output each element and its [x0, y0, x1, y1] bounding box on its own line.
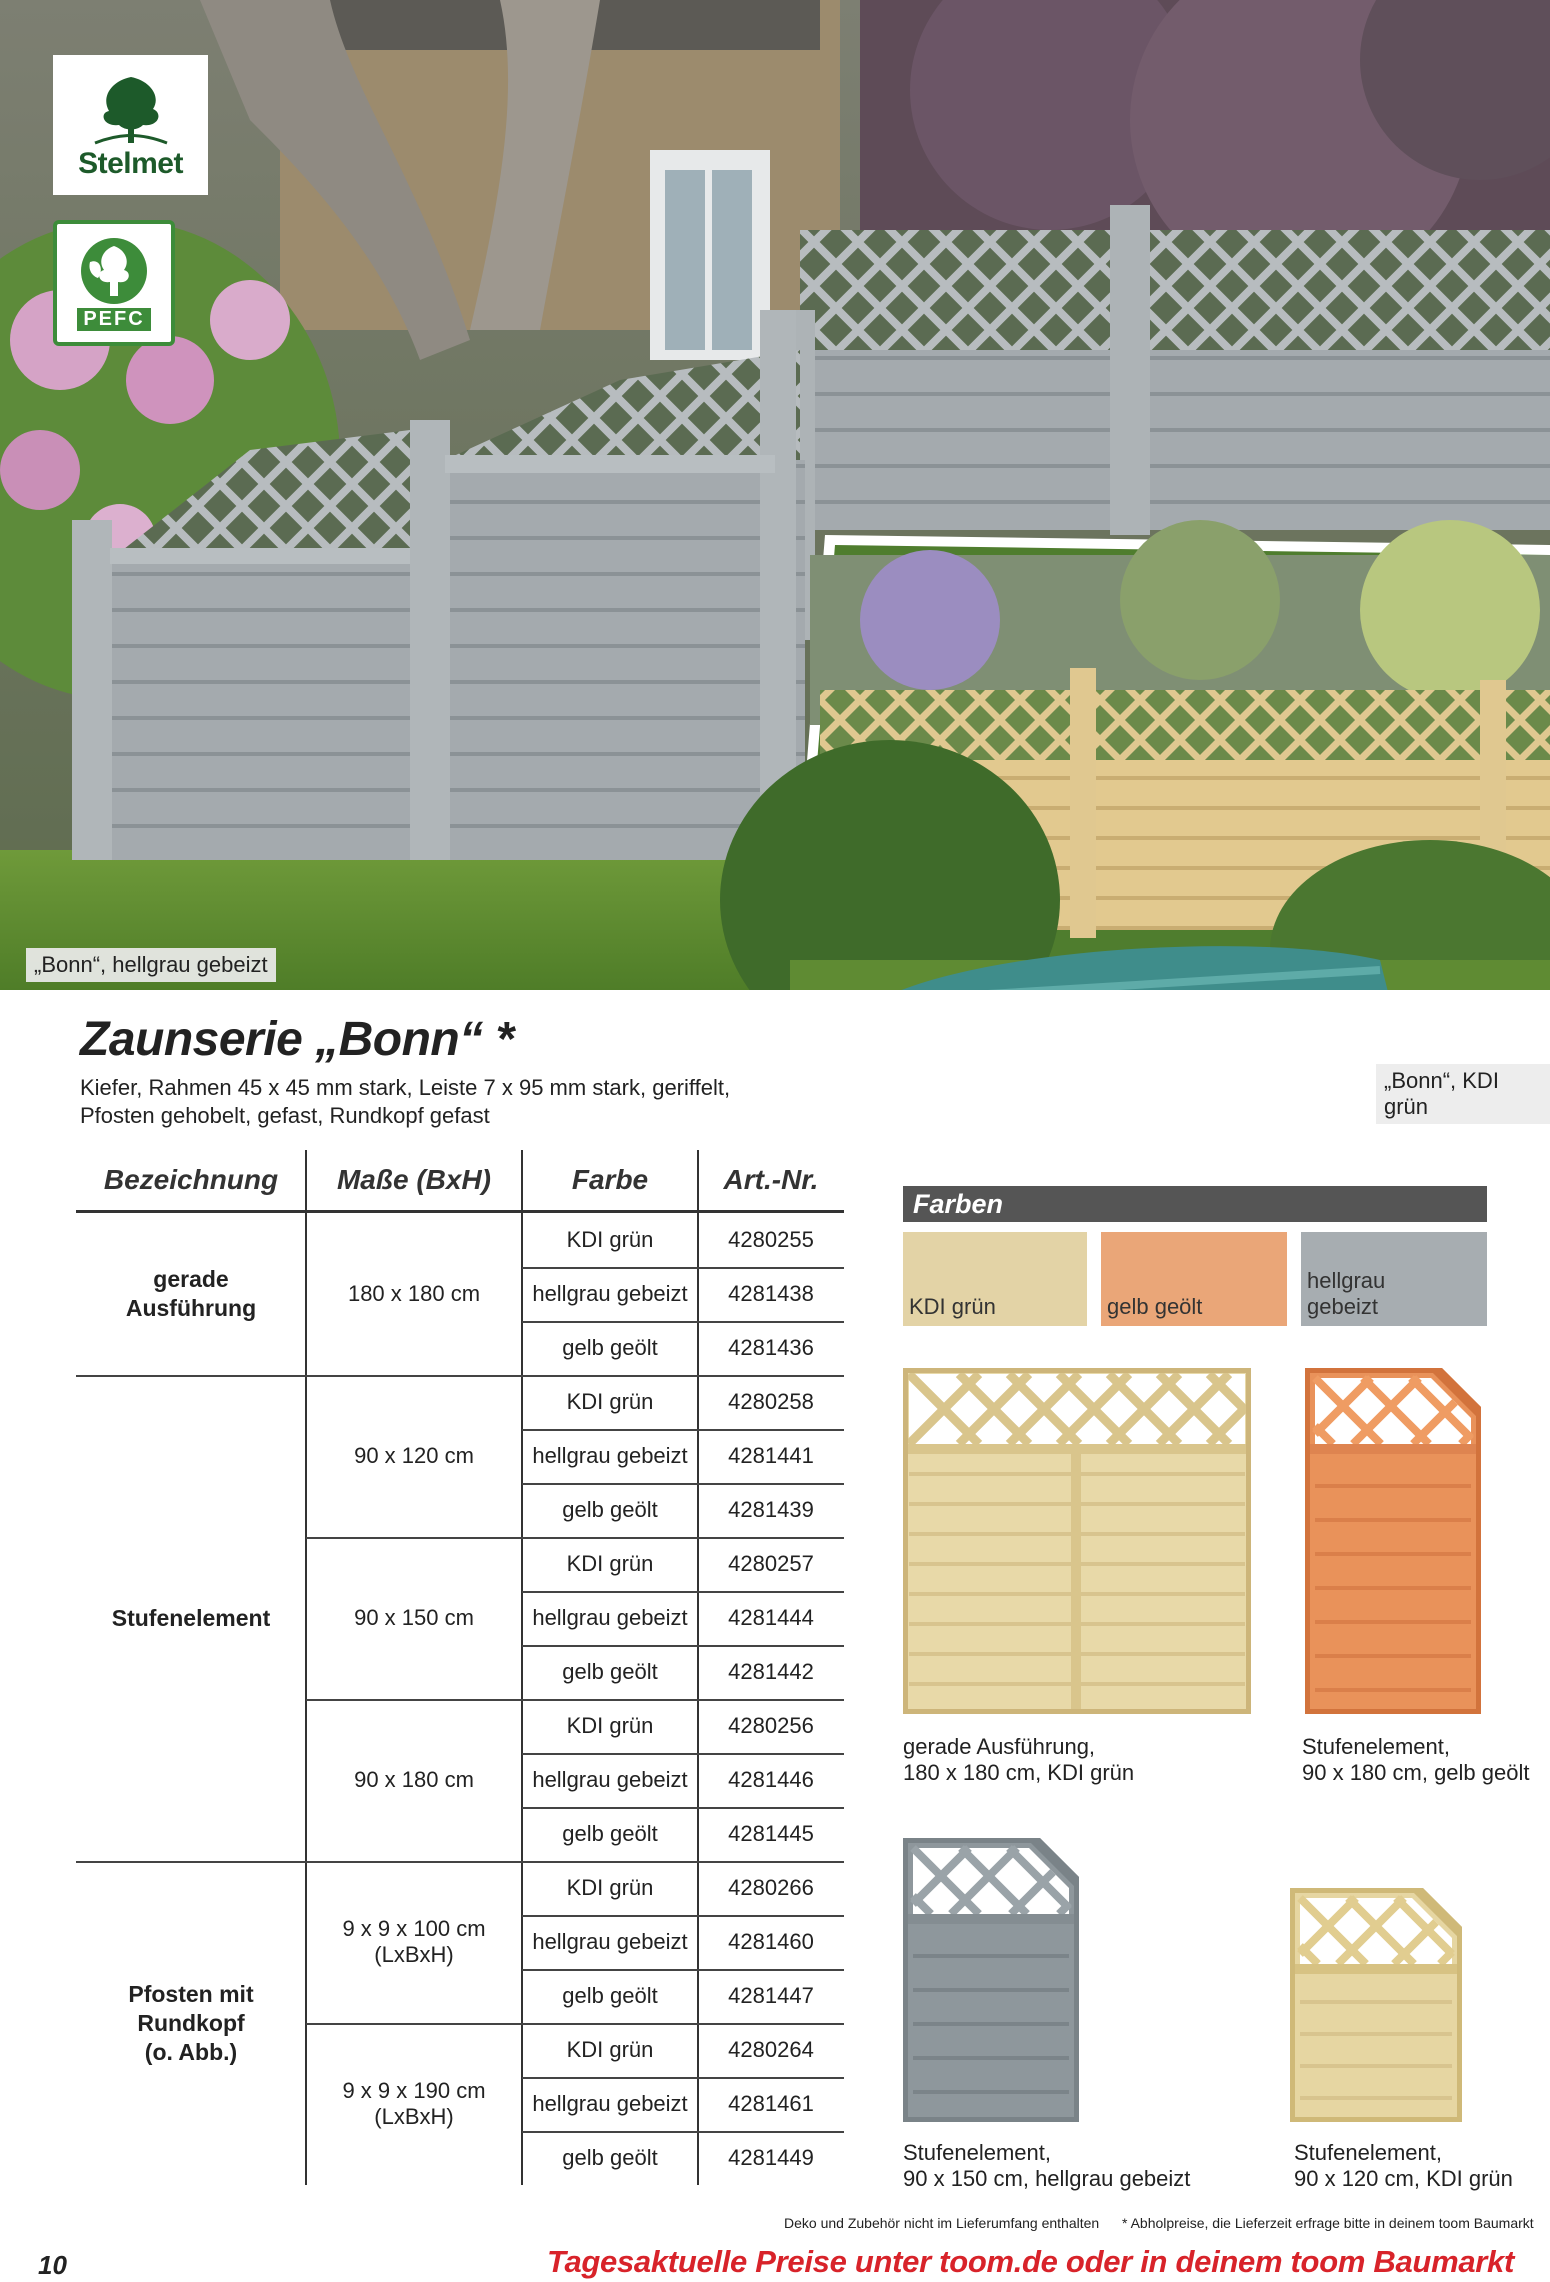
group-name-line: Ausführung	[125, 1295, 257, 1321]
caption-line: 90 x 180 cm, gelb geölt	[1302, 1760, 1530, 1785]
swatch-label: KDI grün	[909, 1294, 996, 1319]
footer-note-abholpreise: * Abholpreise, die Lieferzeit erfrage bitte in deinem toom Baumarkt	[1122, 2215, 1534, 2231]
photo-caption-kdi: „Bonn“, KDI grün	[1376, 1064, 1550, 1124]
group-name-line: Rundkopf	[137, 2009, 245, 2036]
description-line-2: Pfosten gehobelt, gefast, Rundkopf gefast	[80, 1103, 490, 1128]
caption-line: Stufenelement,	[1294, 2140, 1442, 2165]
artnr-cell: 4280264	[728, 2037, 814, 2062]
farbe-cell: hellgrau gebeizt	[532, 1929, 688, 1954]
artnr-cell: 4281446	[728, 1767, 814, 1792]
farbe-cell: gelb geölt	[562, 1497, 658, 1522]
product-image-gerade-kdi	[903, 1368, 1251, 1714]
swatch-label-line2: gebeizt	[1307, 1294, 1378, 1319]
group-name-line: Stufenelement	[111, 1604, 271, 1631]
farbe-cell: hellgrau gebeizt	[532, 1605, 688, 1630]
pefc-logo-text: PEFC	[77, 308, 150, 331]
farbe-cell: KDI grün	[566, 1875, 654, 1900]
swatch-label: hellgrau	[1307, 1268, 1386, 1293]
caption-line: Stufenelement,	[903, 2140, 1051, 2165]
photo-caption-hellgrau: „Bonn“, hellgrau gebeizt	[26, 948, 276, 982]
group-name	[76, 1375, 306, 1861]
farbe-cell: hellgrau gebeizt	[532, 2091, 688, 2116]
artnr-cell: 4281436	[728, 1335, 814, 1360]
artnr-cell: 4281447	[728, 1983, 814, 2008]
group-name-line: (o. Abb.)	[144, 2038, 238, 2065]
artnr-cell: 4281461	[728, 2091, 814, 2116]
artnr-cell: 4281445	[728, 1821, 814, 1846]
tree-icon	[91, 75, 171, 145]
group-name-line: gerade	[153, 1266, 229, 1292]
farbe-cell: KDI grün	[566, 1227, 654, 1252]
farbe-cell: gelb geölt	[562, 2145, 658, 2170]
size-cell: 90 x 150 cm	[354, 1605, 474, 1630]
group-name	[76, 1861, 306, 2185]
swatch-label: gelb geölt	[1107, 1294, 1203, 1319]
farben-heading: Farben	[903, 1186, 1487, 1222]
header-farbe: Farbe	[571, 1164, 649, 1195]
product-image-stufen-gelb	[1305, 1368, 1481, 1714]
caption-line: 90 x 120 cm, KDI grün	[1294, 2166, 1513, 2191]
pefc-logo	[53, 220, 175, 346]
header-masse: Maße (BxH)	[336, 1164, 491, 1195]
stelmet-logo	[53, 55, 208, 195]
farbe-cell: hellgrau gebeizt	[532, 1281, 688, 1306]
artnr-cell: 4281438	[728, 1281, 814, 1306]
product-image-stufen-kdi	[1290, 1888, 1462, 2122]
inset-photo	[720, 520, 1550, 990]
artnr-cell: 4280256	[728, 1713, 814, 1738]
farbe-cell: gelb geölt	[562, 1983, 658, 2008]
artnr-cell: 4281442	[728, 1659, 814, 1684]
page-title: Zaunserie „Bonn“ *	[80, 1013, 514, 1066]
swatch-kdi-gruen	[903, 1232, 1087, 1326]
artnr-cell: 4281439	[728, 1497, 814, 1522]
swatch-gelb-geoelt	[1101, 1232, 1287, 1326]
caption-line: Stufenelement,	[1302, 1734, 1450, 1759]
caption-line: 90 x 150 cm, hellgrau gebeizt	[903, 2166, 1191, 2191]
promo-text: Tagesaktuelle Preise unter toom.de oder in deinem toom Baumarkt	[546, 2244, 1514, 2279]
farbe-cell: gelb geölt	[562, 1659, 658, 1684]
caption-line: 180 x 180 cm, KDI grün	[903, 1760, 1135, 1785]
artnr-cell: 4281460	[728, 1929, 814, 1954]
farbe-cell: gelb geölt	[562, 1821, 658, 1846]
farbe-cell: gelb geölt	[562, 1335, 658, 1360]
farbe-cell: hellgrau gebeizt	[532, 1767, 688, 1792]
farbe-cell: KDI grün	[566, 1551, 654, 1576]
artnr-cell: 4281444	[728, 1605, 814, 1630]
product-caption-stufen-kdi	[1294, 2140, 1513, 2192]
size-cell: 9 x 9 x 190 cm (LxBxH)	[342, 2078, 486, 2129]
caption-line: gerade Ausführung,	[903, 1734, 1096, 1759]
product-caption-gerade	[903, 1734, 1134, 1786]
product-caption-stufen-gelb	[1302, 1734, 1529, 1786]
pefc-tree-icon	[76, 236, 152, 306]
farbe-cell: KDI grün	[566, 2037, 654, 2062]
artnr-cell: 4281441	[728, 1443, 814, 1468]
artnr-cell: 4280258	[728, 1389, 814, 1414]
page-number: 10	[38, 2250, 67, 2280]
artnr-cell: 4280257	[728, 1551, 814, 1576]
stelmet-logo-text: Stelmet	[78, 147, 183, 180]
group-name	[76, 1213, 306, 1375]
header-artnr: Art.-Nr.	[723, 1164, 819, 1195]
farbe-cell: KDI grün	[566, 1713, 654, 1738]
product-image-stufen-hellgrau	[903, 1838, 1079, 2122]
artnr-cell: 4281449	[728, 2145, 814, 2170]
header-bezeichnung: Bezeichnung	[103, 1164, 279, 1195]
size-cell: 180 x 180 cm	[347, 1281, 481, 1306]
swatch-hellgrau-gebeizt	[1301, 1232, 1487, 1326]
fence-photo-illustration	[0, 0, 1550, 990]
product-caption-stufen-hellgrau	[903, 2140, 1190, 2192]
size-cell: 90 x 120 cm	[354, 1443, 474, 1468]
description-line-1: Kiefer, Rahmen 45 x 45 mm stark, Leiste 7 x 95 mm stark, geriffelt,	[80, 1075, 731, 1100]
artnr-cell: 4280266	[728, 1875, 814, 1900]
size-cell: 9 x 9 x 100 cm (LxBxH)	[342, 1916, 486, 1967]
farbe-cell: KDI grün	[566, 1389, 654, 1414]
footer-note-deko: Deko und Zubehör nicht im Lieferumfang enthalten	[784, 2215, 1100, 2231]
group-name-line: Pfosten mit	[128, 1980, 254, 2007]
size-cell: 90 x 180 cm	[354, 1767, 474, 1792]
product-description	[80, 1074, 760, 1130]
artnr-cell: 4280255	[728, 1227, 814, 1252]
hero-photo	[0, 0, 1550, 990]
farbe-cell: hellgrau gebeizt	[532, 1443, 688, 1468]
